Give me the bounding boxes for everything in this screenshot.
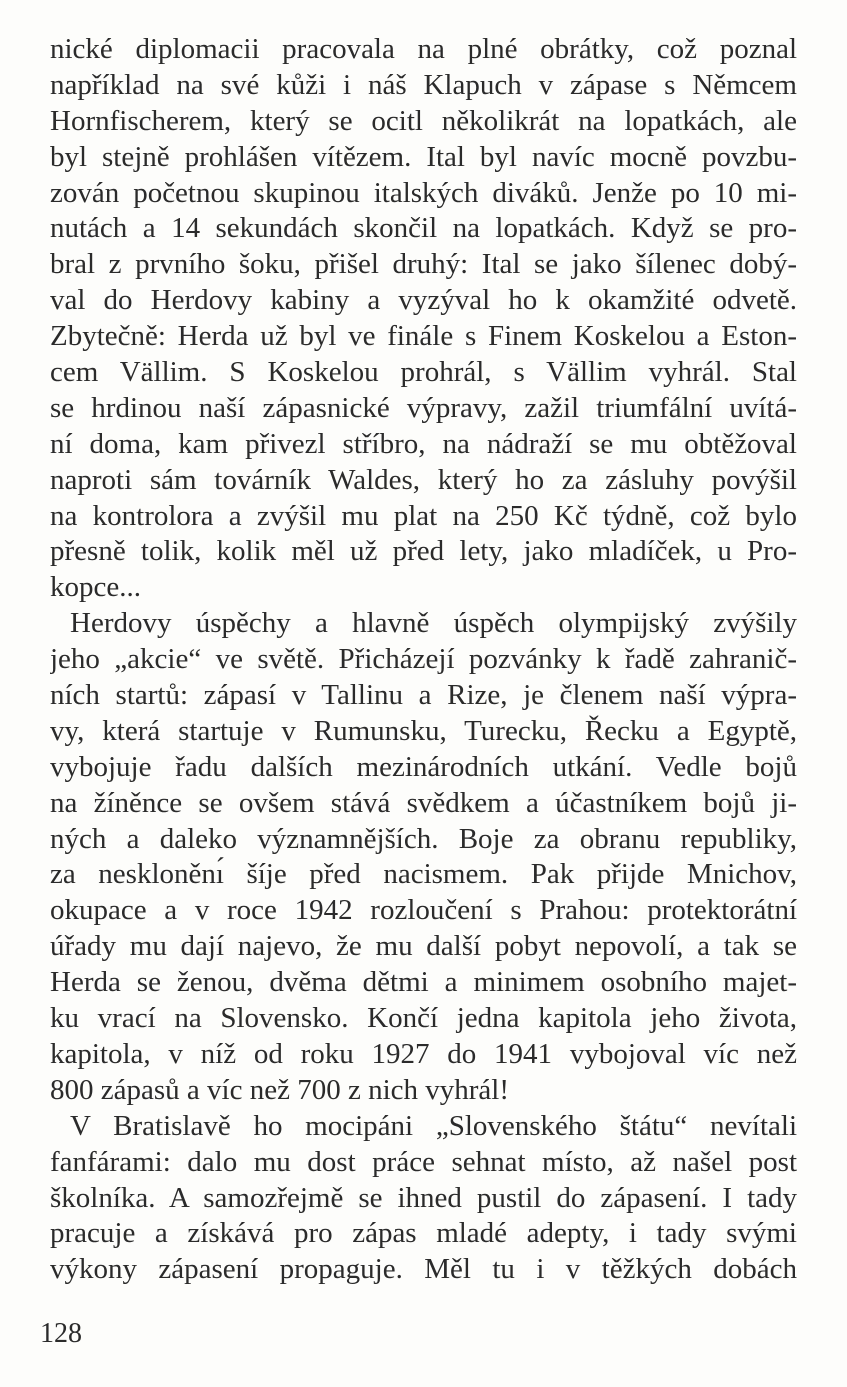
text-line: ných a daleko významnějších. Boje za obranu republiky,: [50, 822, 797, 855]
page-number: 128: [40, 1318, 82, 1349]
text-line: školníka. A samozřejmě se ihned pustil do zápasení. I tady: [50, 1181, 797, 1214]
text-line: za neskloněnı́ šíje před nacismem. Pak přijde Mnichov,: [50, 858, 797, 891]
text-line: naproti sám továrník Waldes, který ho za zásluhy povýšil: [50, 463, 797, 496]
text-line: Hornfischerem, který se ocitl několikrát na lopatkách, ale: [50, 104, 797, 137]
text-line: ní doma, kam přivezl stříbro, na nádraží se mu obtěžoval: [50, 427, 797, 460]
text-line: jeho „akcie“ ve světě. Přicházejí pozvánky k řadě zahranič-: [50, 643, 797, 676]
text-line: cem Vällim. S Koskelou prohrál, s Vällim vyhrál. Stal: [50, 356, 797, 389]
text-line: se hrdinou naší zápasnické výpravy, zažil triumfální uvítá-: [50, 391, 797, 424]
text-line: ku vrací na Slovensko. Končí jedna kapitola jeho života,: [50, 1002, 797, 1035]
text-line: Zbytečně: Herda už byl ve finále s Finem Koskelou a Eston-: [50, 320, 797, 353]
text-line: výkony zápasení propaguje. Měl tu i v těžkých dobách: [50, 1253, 797, 1286]
paragraph-start-line: V Bratislavě ho mocipáni „Slovenského štátu“ nevítali: [70, 1109, 797, 1142]
text-line: kapitola, v níž od roku 1927 do 1941 vybojoval víc než: [50, 1037, 797, 1070]
text-line: vy, která startuje v Rumunsku, Turecku, Řecku a Egyptě,: [50, 714, 797, 747]
text-line: nické diplomacii pracovala na plné obrátky, což poznal: [50, 33, 797, 65]
text-line: přesně tolik, kolik měl už před lety, jako mladíček, u Pro-: [50, 535, 797, 568]
text-line: na žíněnce se ovšem stává svědkem a účastníkem bojů ji-: [50, 786, 797, 819]
text-line: bral z prvního šoku, přišel druhý: Ital se jako šílenec dobý-: [50, 248, 797, 281]
text-line: fanfárami: dalo mu dost práce sehnat místo, až našel post: [50, 1145, 797, 1178]
paragraph-end-line: 800 zápasů a víc než 700 z nich vyhrál!: [50, 1073, 509, 1106]
text-line: okupace a v roce 1942 rozloučení s Prahou: protektorátní: [50, 894, 797, 927]
text-line: byl stejně prohlášen vítězem. Ital byl navíc mocně povzbu-: [50, 140, 797, 173]
text-line: vybojuje řadu dalších mezinárodních utkání. Vedle bojů: [50, 750, 797, 783]
text-line: ních startů: zápasí v Tallinu a Rize, je členem naší výpra-: [50, 679, 797, 712]
text-line: pracuje a získává pro zápas mladé adepty, i tady svými: [50, 1217, 797, 1250]
paragraph-end-line: kopce...: [50, 571, 141, 604]
text-line: úřady mu dají najevo, že mu další pobyt nepovolí, a tak se: [50, 930, 797, 963]
text-line: například na své kůži i náš Klapuch v zápase s Němcem: [50, 68, 797, 101]
text-line: Herda se ženou, dvěma dětmi a minimem osobního majet-: [50, 966, 797, 999]
paragraph-start-line: Herdovy úspěchy a hlavně úspěch olympijský zvýšily: [70, 607, 797, 640]
text-line: na kontrolora a zvýšil mu plat na 250 Kč týdně, což bylo: [50, 499, 797, 532]
text-line: val do Herdovy kabiny a vyzýval ho k okamžité odvetě.: [50, 284, 797, 317]
text-line: zován početnou skupinou italských diváků. Jenže po 10 mi-: [50, 176, 797, 209]
text-line: nutách a 14 sekundách skončil na lopatkách. Když se pro-: [50, 212, 797, 245]
body-text: [50, 32, 797, 1288]
